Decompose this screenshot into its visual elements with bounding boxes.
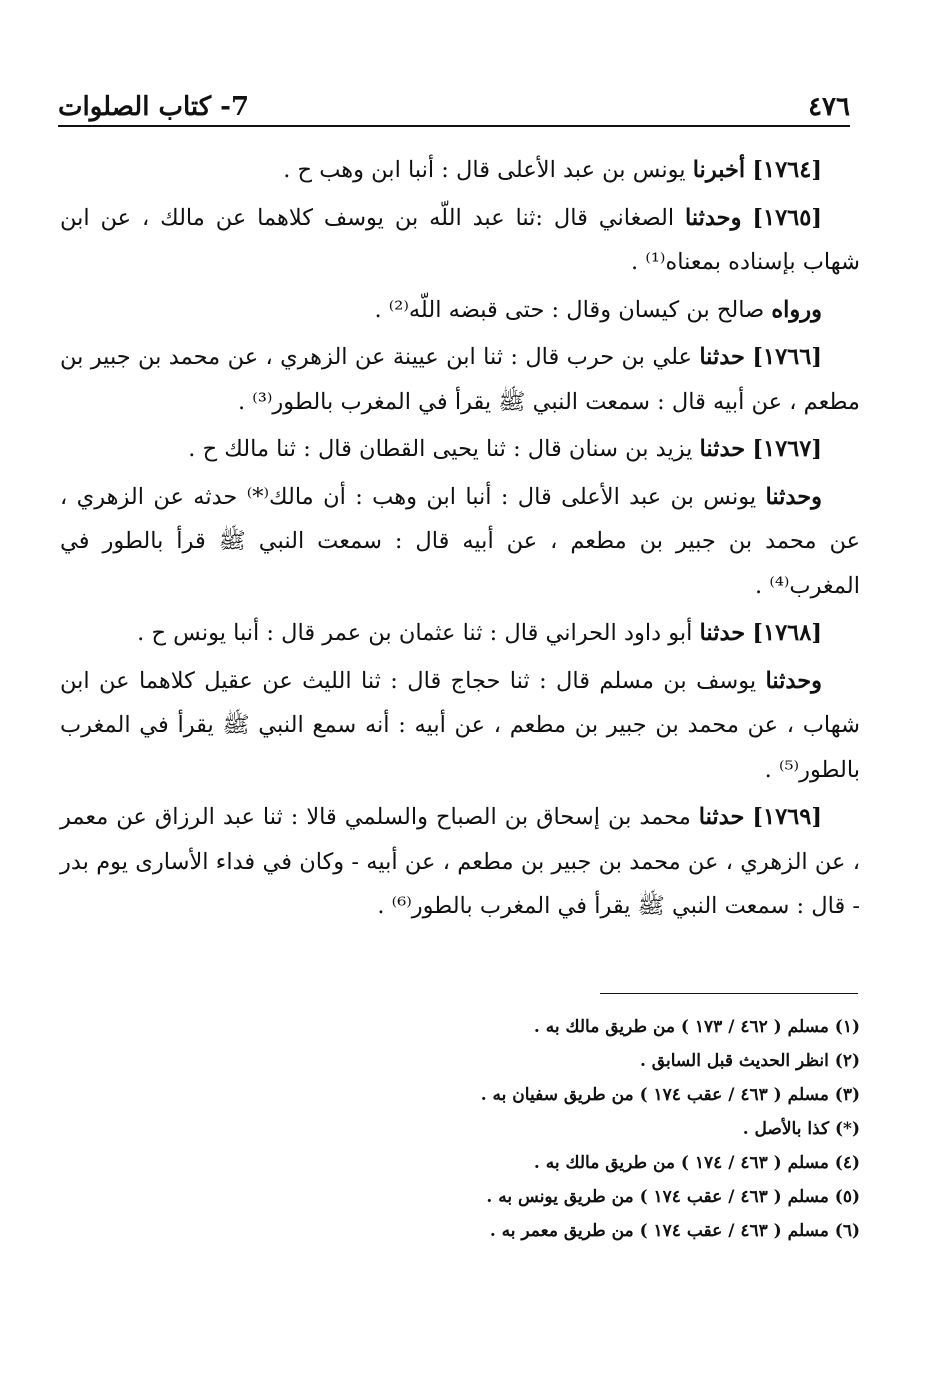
hadith-number: [١٧٦٦] [752, 344, 822, 370]
hadith-paragraph [60, 611, 860, 656]
hadith-paragraph [60, 795, 860, 929]
footnote: (٤) مسلم ( ٤٦٣ / ١٧٤ ) من طريق مالك به . [533, 1153, 860, 1173]
hadith-paragraph [60, 148, 860, 193]
hadith-number: [١٧٦٧] [752, 436, 822, 462]
footnote: (٦) مسلم ( ٤٦٣ / عقب ١٧٤ ) من طريق معمر به . [489, 1221, 860, 1241]
hadith-paragraph [60, 659, 860, 793]
hadith-lead-word: وحدثنا [684, 204, 742, 231]
hadith-paragraph [60, 288, 860, 333]
hadith-lead-word: وحدثنا [765, 483, 822, 510]
hadith-text: الصغاني قال :ثنا عبد اللّه بن يوسف كلاهما عن مالك ، عن ابن شهاب بإسناده بمعناه⁽¹⁾ . [60, 204, 860, 275]
hadith-number: [١٧٦٩] [752, 804, 823, 830]
hadith-number: [١٧٦٤] [752, 157, 822, 183]
hadith-text: يوسف بن مسلم قال : ثنا حجاج قال : ثنا الليث عن عقيل كلاهما عن ابن شهاب ، عن محمد بن جبير بن مطعم ، عن أبيه : أنه سمع النبي ﷺ يقرأ في المغرب بالطور⁽⁵⁾ . [60, 667, 860, 783]
hadith-lead-word: وحدثنا [765, 667, 823, 694]
footnote: (٢) انظر الحديث قبل السابق . [639, 1051, 860, 1071]
hadith-lead-word: حدثنا [699, 344, 745, 370]
footnote: (*) كذا بالأصل . [742, 1119, 860, 1139]
hadith-text: يونس بن عبد الأعلى قال : أنبا ابن وهب : أن مالك⁽*⁾ حدثه عن الزهري ، عن محمد بن جبير بن مطعم ، عن أبيه قال : سمعت النبي ﷺ قرأ بالطور في المغرب⁽⁴⁾ . [60, 483, 860, 599]
chapter-title: 7- كتاب الصلوات [58, 92, 250, 122]
hadith-text: محمد بن إسحاق بن الصباح والسلمي قالا : ثنا عبد الرزاق عن معمر ، عن الزهري ، عن محمد بن جبير بن مطعم ، عن أبيه - وكان في فداء الأسارى يوم بدر - قال : سمعت النبي ﷺ يقرأ في المغرب بالطور⁽⁶⁾ . [60, 804, 860, 919]
footnote: (٥) مسلم ( ٤٦٣ / عقب ١٧٤ ) من طريق يونس به . [486, 1187, 860, 1207]
hadith-lead-word: حدثنا [698, 804, 745, 830]
header-divider [58, 125, 850, 127]
hadith-text: أبو داود الحراني قال : ثنا عثمان بن عمر قال : أنبا يونس ح . [137, 620, 693, 646]
hadith-lead-word: حدثنا [699, 436, 746, 462]
hadith-paragraph [60, 475, 860, 609]
hadith-paragraph [60, 335, 860, 424]
hadith-text: يونس بن عبد الأعلى قال : أنبا ابن وهب ح . [283, 157, 686, 183]
hadith-text: صالح بن كيسان وقال : حتى قبضه اللّه⁽²⁾ . [374, 296, 765, 323]
hadith-text: علي بن حرب قال : ثنا ابن عيينة عن الزهري ، عن محمد بن جبير بن مطعم ، عن أبيه قال : سمعت النبي ﷺ يقرأ في المغرب بالطور⁽³⁾ . [60, 344, 860, 415]
footnote-divider [600, 993, 858, 994]
footnote: (٣) مسلم ( ٤٦٣ / عقب ١٧٤ ) من طريق سفيان به . [480, 1085, 860, 1105]
hadith-paragraph [60, 427, 860, 472]
page-header [58, 78, 850, 122]
page-number: ٤٧٦ [808, 92, 850, 122]
hadith-text: يزيد بن سنان قال : ثنا يحيى القطان قال : ثنا مالك ح . [188, 436, 693, 462]
hadith-number: [١٧٦٥] [752, 204, 823, 231]
footnote: (١) مسلم ( ٤٦٢ / ١٧٣ ) من طريق مالك به . [533, 1017, 860, 1037]
hadith-number: [١٧٦٨] [752, 620, 822, 646]
hadith-paragraph [60, 196, 860, 285]
footnotes [60, 1010, 860, 1248]
hadith-lead-word: حدثنا [699, 620, 746, 646]
main-text [60, 148, 860, 932]
hadith-lead-word: أخبرنا [692, 157, 746, 183]
hadith-lead-word: ورواه [771, 296, 822, 323]
